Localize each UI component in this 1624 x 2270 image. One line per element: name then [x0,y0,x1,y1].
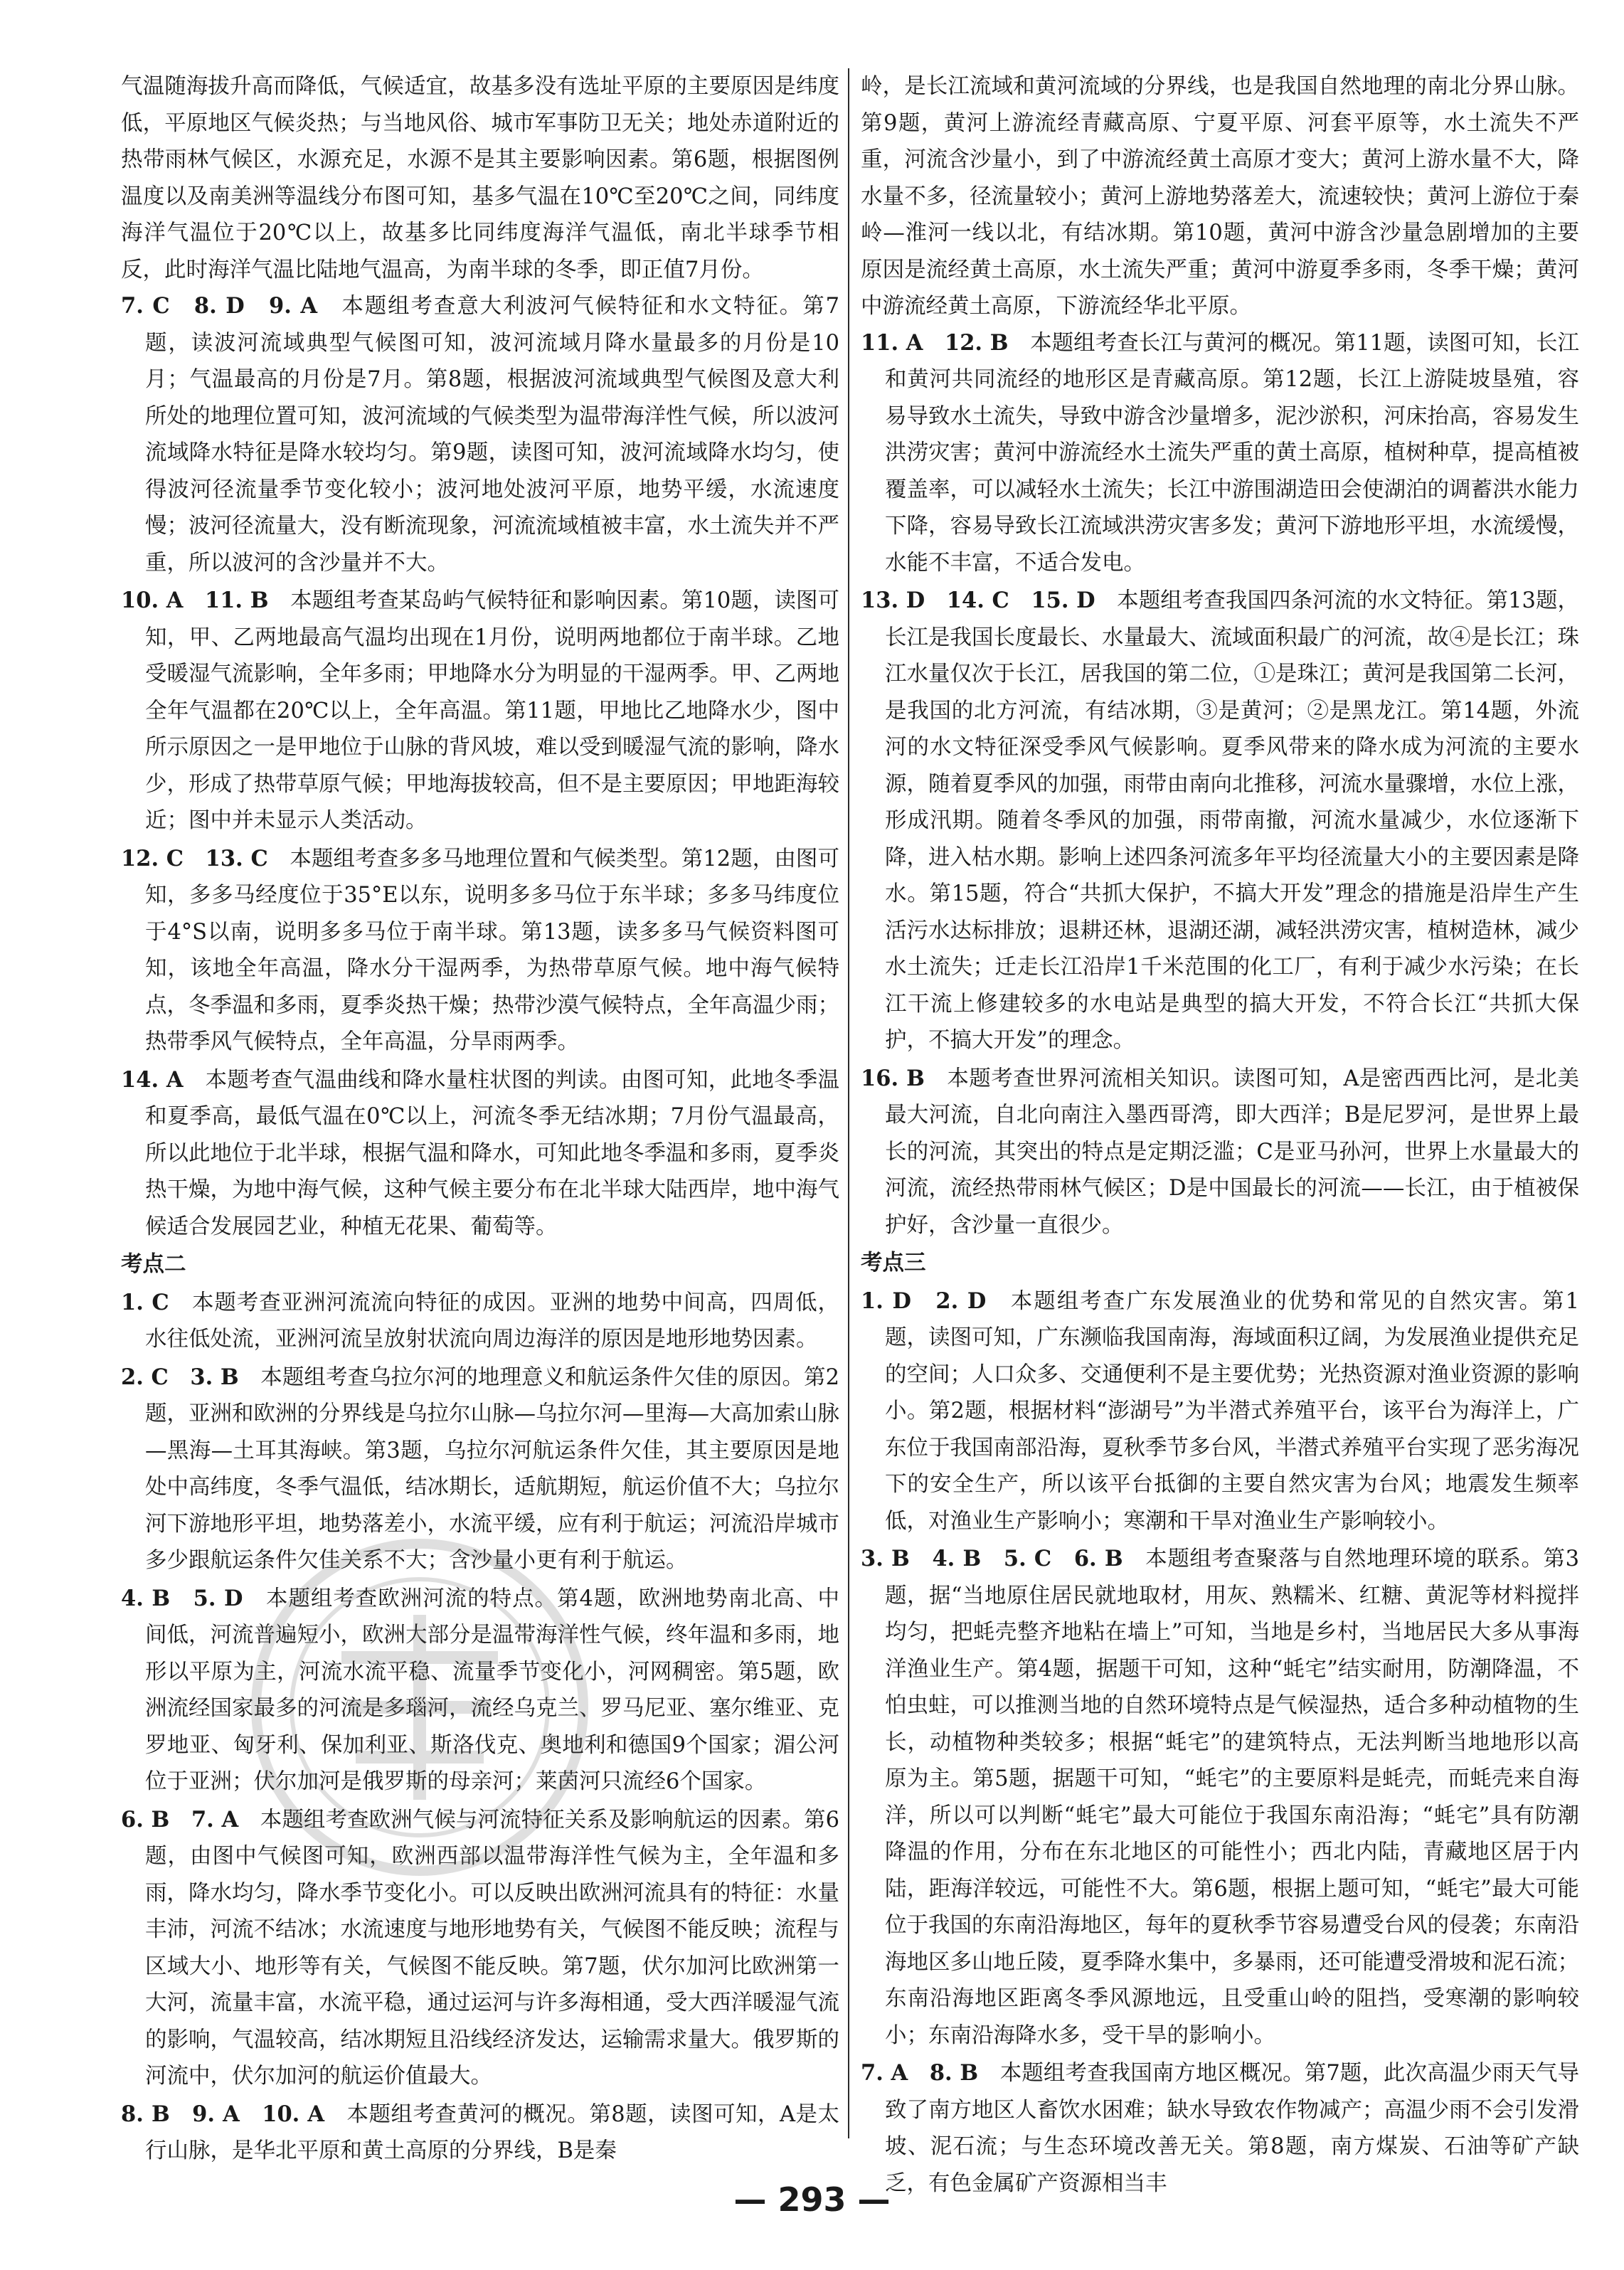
answer-explanation: 本题组考查聚落与自然地理环境的联系。第3题，据“当地原住居民就地取材，用灰、熟糯米、红糖、黄泥等材料搅拌均匀，把蚝壳整齐地粘在墙上”可知，当地是乡村，当地居民大多从事海洋渔业生产。第4题，据题干可知，这种“蚝宅”结实耐用，防潮降温，不怕虫蛀，可以推测当地的自然环境特点是气候湿热，适合多种动植物的生长，动植物种类较多；根据“蚝宅”的建筑特点，无法判断当地地形以高原为主。第5题，据题干可知，“蚝宅”的主要原料是蚝壳，而蚝壳来自海洋，所以可以判断“蚝宅”最大可能位于我国东南沿海；“蚝宅”具有防潮降温的作用，分布在东北地区的可能性小；西北内陆，青藏地区居于内陆，距海洋较远，可能性不大。第6题，根据上题可知，“蚝宅”最大可能位于我国的东南沿海地区，每年的夏秋季节容易遭受台风的侵袭；东南沿海地区多山地丘陵，夏季降水集中，多暴雨，还可能遭受滑坡和泥石流；东南沿海地区距离冬季风源地远，且受重山岭的阻挡，受寒潮的影响较小；东南沿海降水多，受干旱的影响小。 [885,1547,1579,2048]
answer-key: 3. B 4. B 5. C 6. B [861,1546,1123,1571]
answer-entry [121,841,839,1061]
answer-key: 13. D 14. C 15. D [861,588,1095,613]
answer-key: 11. A 12. B [861,329,1009,356]
answer-explanation: 本题组考查多多马地理位置和气候类型。第12题，由图可知，多多马经度位于35°E以东，说明多多马位于东半球；多多马纬度位于4°S以南，说明多多马位于南半球。第13题，读多多马气候资料图可知，该地全年高温，降水分干湿两季，为热带草原气候。地中海气候特点，冬季温和多雨，夏季炎热干燥；热带沙漠气候特点，全年高温少雨；热带季风气候特点，全年高温，分旱雨两季。 [145,846,839,1054]
answer-explanation: 本题组考查意大利波河气候特征和水文特征。第7题，读波河流域典型气候图可知，波河流域月降水量最多的月份是10月；气温最高的月份是7月。第8题，根据波河流域典型气候图及意大利所处的地理位置可知，波河流域的气候类型为温带海洋性气候，所以波河流域降水特征是降水较均匀。第9题，读图可知，波河流域降水均匀，使得波河径流量季节变化较小；波河地处波河平原，地势平缓，水流速度慢；波河径流量大，没有断流现象，河流流域植被丰富，水土流失并不严重，所以波河的含沙量并不大。 [145,294,840,576]
left-entries [121,288,839,1245]
answer-explanation: 本题考查气温曲线和降水量柱状图的判读。由图可知，此地冬季温和夏季高，最低气温在0℃以上，河流冬季无结冰期；7月份气温最高，所以此地位于北半球，根据气温和降水，可知此地冬季温和多雨，夏季炎热干燥，为地中海气候，这种气候主要分布在北半球大陆西岸，地中海气候适合发展园艺业，种植无花果、葡萄等。 [145,1067,839,1239]
section-title-kaodian-3: 考点三 [861,1251,926,1275]
answer-entry [861,325,1579,582]
answer-entry [861,1061,1579,1244]
left-column [121,68,839,2171]
answer-explanation: 本题考查世界河流相关知识。读图可知，A是密西西比河，是北美最大河流，自北向南注入墨西哥湾，即大西洋；B是尼罗河，是世界上最长的河流，其突出的特点是定期泛滥；C是亚马孙河，世界上水量最大的河流，流经热带雨林气候区；D是中国最长的河流——长江，由于植被保护好，含沙量一直很少。 [885,1066,1579,1238]
section-title-kaodian-2: 考点二 [121,1252,186,1277]
right-intro-paragraph: 岭，是长江流域和黄河流域的分界线，也是我国自然地理的南北分界山脉。第9题，黄河上游流经青藏高原、宁夏平原、河套平原等，水土流失不严重，河流含沙量小，到了中游流经黄土高原才变大；黄河上游水量不大，降水量不多，径流量较小；黄河上游地势落差大，流速较快；黄河上游位于秦岭—淮河一线以北，有结冰期。第10题，黄河中游含沙量急剧增加的主要原因是流经黄土高原，水土流失严重；黄河中游夏季多雨，冬季干燥；黄河中游流经黄土高原，下游流经华北平原。 [861,74,1579,319]
answer-explanation: 本题考查亚洲河流流向特征的成因。亚洲的地势中间高，四周低，水往低处流，亚洲河流呈放射状流向周边海洋的原因是地形地势因素。 [145,1290,840,1352]
answer-entry [121,1285,839,1358]
left-intro-paragraph: 气温随海拔升高而降低，气候适宜，故基多没有选址平原的主要原因是纬度低，平原地区气候炎热；与当地风俗、城市军事防卫无关；地处赤道附近的热带雨林气候区，水源充足，水源不是其主要影响因素。第6题，根据图例温度以及南美洲等温线分布图可知，基多气温在10℃至20℃之间，同纬度海洋气温位于20℃以上，故基多比同纬度海洋气温低，南北半球季节相反，此时海洋气温比陆地气温高，为南半球的冬季，即正值7月份。 [121,74,839,282]
section-2-entries [121,1285,839,2170]
answer-key: 1. D 2. D [861,1288,987,1314]
answer-explanation: 本题组考查我国南方地区概况。第7题，此次高温少雨天气导致了南方地区人畜饮水困难；缺水导致农作物减产；高温少雨不会引发滑坡、泥石流；与生态环境改善无关。第8题，南方煤炭、石油等矿产缺乏，有色金属矿产资源相当丰 [885,2061,1579,2196]
answer-explanation: 本题组考查广东发展渔业的优势和常见的自然灾害。第1题，读图可知，广东濒临我国南海，海域面积辽阔，为发展渔业提供充足的空间；人口众多、交通便利不是主要优势；光热资源对渔业资源的影响小。第2题，根据材料“澎湖号”为半潜式养殖平台，该平台为海洋上，广东位于我国南部沿海，夏秋季节多台风，半潜式养殖平台实现了恶劣海况下的安全生产，所以该平台抵御的主要自然灾害为台风；地震发生频率低，对渔业生产影响小；寒潮和干旱对渔业生产影响较小。 [885,1288,1579,1534]
answer-entry [861,1541,1579,2054]
right-entries [861,325,1579,1244]
answer-key: 16. B [861,1065,925,1091]
answer-explanation: 本题组考查长江与黄河的概况。第11题，读图可知，长江和黄河共同流经的地形区是青藏高原。第12题，长江上游陡坡垦殖，容易导致水土流失，导致中游含沙量增多，泥沙淤积，河床抬高，容易发生洪涝灾害；黄河中游流经水土流失严重的黄土高原，植树种草，提高植被覆盖率，可以减轻水土流失；长江中游围湖造田会使湖泊的调蓄洪水能力下降，容易导致长江流域洪涝灾害多发；黄河下游地形平坦，水流缓慢，水能不丰富，不适合发电。 [885,330,1580,576]
answer-explanation: 本题组考查我国四条河流的水文特征。第13题，长江是我国长度最长、水量最大、流域面积最广的河流，故④是长江；珠江水量仅次于长江，居我国的第二位，①是珠江；黄河是我国第二长河，是我国的北方河流，有结冰期，③是黄河；②是黑龙江。第14题，外流河的水文特征深受季风气候影响。夏季风带来的降水成为河流的主要水源，随着夏季风的加强，雨带由南向北推移，河流水量骤增，水位上涨，形成汛期。随着冬季风的加强，雨带南撤，河流水量减少，水位逐渐下降，进入枯水期。影响上述四条河流多年平均径流量大小的主要因素是降水。第15题，符合“共抓大保护，不搞大开发”理念的措施是沿岸生产生活污水达标排放；退耕还林，退湖还湖，减轻洪涝灾害，植树造林，减少水土流失；迁走长江沿岸1千米范围的化工厂，有利于减少水污染；在长江干流上修建较多的水电站是典型的搞大开发，不符合长江“共抓大保护，不搞大开发”的理念。 [885,588,1580,1053]
answer-key: 7. C 8. D 9. A [121,293,318,319]
answer-entry [121,1802,839,2095]
answer-explanation: 本题组考查某岛屿气候特征和影响因素。第10题，读图可知，甲、乙两地最高气温均出现在1月份，说明两地都位于南半球。乙地受暖湿气流影响，全年多雨；甲地降水分为明显的干湿两季。甲、乙两地全年气温都在20℃以上，全年高温。第11题，甲地比乙地降水少，图中所示原因之一是甲地位于山脉的背风坡，难以受到暖湿气流的影响，降水少，形成了热带草原气候；甲地海拔较高，但不是主要原因；甲地距海较近；图中并未显示人类活动。 [145,588,840,833]
answer-entry [861,1283,1579,1540]
answer-explanation: 本题组考查乌拉尔河的地理意义和航运条件欠佳的原因。第2题，亚洲和欧洲的分界线是乌拉尔山脉—乌拉尔河—里海—大高加索山脉—黑海—土耳其海峡。第3题，乌拉尔河航运条件欠佳，其主要原因是地处中高纬度，冬季气温低，结冰期长，适航期短，航运价值不大；乌拉尔河下游地形平坦，地势落差小，水流平缓，应有利于航运；河流沿岸城市多少跟航运条件欠佳关系不大；含沙量小更有利于航运。 [145,1364,839,1573]
answer-key: 12. C 13. C [121,845,268,871]
answer-entry [121,1062,839,1246]
answer-entry [861,583,1579,1059]
answer-key: 1. C [121,1289,169,1315]
answer-key: 14. A [121,1066,184,1093]
answer-key: 4. B 5. D [121,1585,243,1611]
section-3-entries [861,1283,1579,2202]
answer-entry [121,1359,839,1579]
answer-key: 6. B 7. A [121,1806,239,1833]
right-column [861,68,1579,2203]
answer-key: 8. B 9. A 10. A [121,2101,325,2127]
answer-explanation: 本题组考查欧洲气候与河流特征关系及影响航运的因素。第6题，由图中气候图可知，欧洲西部以温带海洋性气候为主，全年温和多雨，降水均匀，降水季节变化小。可以反映出欧洲河流具有的特征：水量丰沛，河流不结冰；水流速度与地形地势有关，气候图不能反映；流程与区域大小、地形等有关，气候图不能反映。第7题，伏尔加河比欧洲第一大河，流量丰富，水流平稳，通过运河与许多海相通，受大西洋暖湿气流的影响，气温较高，结冰期短且沿线经济发达，运输需求量大。俄罗斯的河流中，伏尔加河的航运价值最大。 [145,1807,839,2089]
answer-key: 10. A 11. B [121,588,269,613]
answer-key: 2. C 3. B [121,1364,239,1390]
column-divider [848,68,849,2138]
answer-explanation: 本题组考查黄河的概况。第8题，读图可知，A是太行山脉，是华北平原和黄土高原的分界线，B是秦 [145,2101,839,2163]
answer-key: 7. A 8. B [861,2060,979,2086]
page-number: — 293 — [733,2180,891,2219]
answer-entry [121,288,839,581]
answer-entry [121,1581,839,1800]
answer-entry [121,2096,839,2170]
answer-entry [121,583,839,839]
answer-explanation: 本题组考查欧洲河流的特点。第4题，欧洲地势南北高、中间低，河流普遍短小，欧洲大部分是温带海洋性气候，终年温和多雨，地形以平原为主，河流水流平稳、流量季节变化小，河网稠密。第5题，欧洲流经国家最多的河流是多瑙河，流经乌克兰、罗马尼亚、塞尔维亚、克罗地亚、匈牙利、保加利亚、斯洛伐克、奥地利和德国9个国家；湄公河位于亚洲；伏尔加河是俄罗斯的母亲河；莱茵河只流经6个国家。 [145,1586,839,1794]
